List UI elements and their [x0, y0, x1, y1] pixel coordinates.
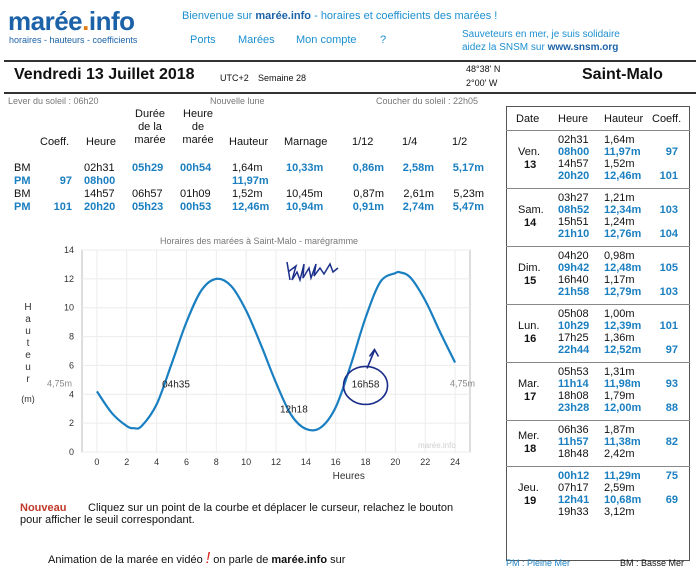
panel-day-name: Ven.	[518, 146, 541, 158]
panel-hauteur: 1,31m	[604, 366, 635, 378]
snsm-line2: aidez la SNSM sur	[462, 42, 545, 53]
utc-offset: UTC+2	[220, 73, 249, 83]
date-title: Vendredi 13 Juillet 2018	[14, 66, 195, 83]
panel-hauteur: 2,59m	[604, 482, 635, 494]
panel-day-number: 17	[524, 391, 537, 403]
tide-cell-marnage: 10,94m	[286, 201, 324, 213]
latitude: 48°38' N	[466, 64, 501, 74]
x-tick-label: 24	[450, 457, 461, 467]
col-hm-l2: de	[191, 121, 205, 133]
panel-day-number: 15	[524, 275, 537, 287]
y-axis-label-letter: a	[25, 314, 31, 325]
y-tick-label: 12	[63, 273, 74, 284]
tide-cell-marnage: 10,33m	[286, 162, 324, 174]
snsm-link[interactable]: www.snsm.org	[547, 42, 619, 53]
col-hm-l1: Heure	[183, 108, 213, 120]
panel-heure: 10h29	[558, 320, 590, 332]
logo-suffix: info	[88, 6, 135, 36]
snsm-line1: Sauveteurs en mer, je suis solidaire	[462, 29, 620, 40]
tide-cell-f14: 2,61m	[403, 188, 434, 200]
legend-pleine-mer: PM : Pleine Mer	[506, 558, 571, 568]
panel-heure: 19h33	[558, 506, 589, 518]
panel-day-number: 19	[524, 495, 537, 507]
panel-heure: 18h08	[558, 390, 589, 402]
nav-ports[interactable]: Ports	[190, 34, 216, 46]
x-tick-label: 2	[124, 457, 130, 467]
panel-day-name: Lun.	[518, 320, 540, 332]
tide-cell-heure: 14h57	[84, 188, 115, 200]
panel-heure: 05h08	[558, 308, 589, 320]
panel-hauteur: 1,52m	[604, 158, 635, 170]
logo-tagline: horaires - hauteurs - coefficients	[9, 35, 138, 45]
panel-hauteur: 1,64m	[604, 134, 635, 146]
y-axis-label-letter: u	[25, 362, 31, 373]
x-tick-label: 22	[420, 457, 431, 467]
col-duree-l3: marée	[134, 134, 166, 146]
y-axis-label-letter: t	[26, 338, 30, 349]
y-tick-label: 14	[63, 245, 74, 255]
panel-hauteur: 1,36m	[604, 332, 635, 344]
panel-hauteur: 10,68m	[604, 494, 642, 506]
tide-cell-heure_maree: 01h09	[180, 188, 211, 200]
longitude: 2°00' W	[466, 78, 498, 88]
nav-mon-compte[interactable]: Mon compte	[296, 34, 357, 46]
panel-hauteur: 11,29m	[604, 470, 641, 482]
panel-hauteur: 11,97m	[604, 146, 641, 158]
panel-day-name: Mer.	[518, 430, 540, 442]
x-tick-label: 6	[183, 457, 189, 467]
anim-brand: marée.info	[271, 554, 328, 566]
panel-coeff: 97	[665, 344, 678, 356]
col-1-12: 1/12	[352, 136, 374, 148]
tide-cell-heure: 20h20	[84, 201, 116, 213]
panel-day-number: 13	[524, 159, 537, 171]
x-tick-label: 12	[270, 457, 282, 467]
col-duree-l2: de la	[138, 121, 162, 133]
tide-cell-f14: 2,58m	[402, 162, 434, 174]
x-tick-label: 8	[213, 457, 219, 467]
y-axis-unit: (m)	[21, 394, 35, 404]
y-tick-label: 8	[68, 331, 74, 342]
panel-heure: 18h48	[558, 448, 589, 460]
y-tick-label: 2	[68, 418, 74, 429]
panel-coeff: 105	[659, 262, 678, 274]
panel-heure: 06h36	[558, 424, 589, 436]
panel-hauteur: 11,38m	[604, 436, 641, 448]
y-axis-label-letter: u	[25, 326, 31, 337]
panel-heure: 11h57	[558, 436, 589, 448]
panel-col-heure: Heure	[558, 113, 588, 125]
anim-post: sur	[330, 554, 346, 566]
tide-cell-f12: 0,91m	[352, 201, 384, 213]
panel-day-separator	[506, 362, 690, 363]
panel-coeff: 97	[665, 146, 678, 158]
panel-day-name: Mar.	[518, 378, 540, 390]
panel-heure: 02h31	[558, 134, 589, 146]
new-badge: Nouveau	[20, 502, 67, 514]
tide-cell-f12b: 5,47m	[452, 201, 484, 213]
panel-day-name: Dim.	[518, 262, 541, 274]
y-axis-label-letter: e	[25, 350, 31, 361]
tide-cell-duree: 06h57	[132, 188, 163, 200]
panel-coeff: 82	[665, 436, 678, 448]
panel-heure: 03h27	[558, 192, 589, 204]
panel-day-separator	[506, 466, 690, 467]
y-axis-label-letter: r	[26, 374, 30, 385]
panel-heure: 15h51	[558, 216, 589, 228]
tide-cell-heure: 08h00	[84, 175, 116, 187]
panel-hauteur: 12,39m	[604, 320, 642, 332]
panel-hauteur: 12,34m	[604, 204, 642, 216]
tide-cell-coeff: 97	[59, 175, 72, 187]
panel-coeff: 103	[659, 204, 678, 216]
panel-heure: 07h17	[558, 482, 589, 494]
tide-cell-type: BM	[14, 162, 31, 174]
panel-day-separator	[506, 188, 690, 189]
y-tick-label: 4	[68, 389, 74, 400]
panel-hauteur: 12,48m	[604, 262, 642, 274]
panel-col-date: Date	[516, 113, 540, 125]
panel-day-separator	[506, 420, 690, 421]
panel-coeff: 101	[659, 320, 678, 332]
sunrise: Lever du soleil : 06h20	[8, 96, 99, 106]
panel-hauteur: 1,00m	[604, 308, 635, 320]
logo-dot: .	[82, 6, 89, 36]
x-tick-label: 4	[154, 457, 160, 467]
panel-heure: 21h10	[558, 228, 590, 240]
panel-day-number: 18	[524, 443, 537, 455]
panel-heure: 17h25	[558, 332, 589, 344]
instruction-line1: Cliquez sur un point de la courbe et déplacer le curseur, relachez le bouton	[88, 502, 454, 514]
tide-cell-duree: 05h29	[132, 162, 164, 174]
panel-coeff: 88	[665, 402, 678, 414]
panel-hauteur: 12,79m	[604, 286, 642, 298]
anim-mid: on parle de	[213, 554, 269, 566]
instruction-line2: pour afficher le seuil correspondant.	[20, 514, 195, 526]
panel-day-number: 14	[524, 217, 537, 229]
tide-cell-type: BM	[14, 188, 31, 200]
y-axis-label-letter: H	[24, 302, 32, 313]
panel-coeff: 103	[659, 286, 678, 298]
panel-hauteur: 3,12m	[604, 506, 635, 518]
tide-cell-heure: 02h31	[84, 162, 115, 174]
tide-cell-hauteur: 1,52m	[232, 188, 263, 200]
panel-hauteur: 1,21m	[604, 192, 635, 204]
col-heure: Heure	[86, 136, 116, 148]
anim-excl: !	[205, 550, 211, 567]
panel-heure: 20h20	[558, 170, 590, 182]
tide-cell-f12: 0,86m	[352, 162, 384, 174]
tide-cell-duree: 05h23	[132, 201, 164, 213]
panel-coeff: 69	[665, 494, 678, 506]
tide-cell-hauteur: 12,46m	[232, 201, 270, 213]
panel-heure: 14h57	[558, 158, 589, 170]
panel-hauteur: 2,42m	[604, 448, 635, 460]
panel-day-separator	[506, 246, 690, 247]
logo-text: marée	[8, 6, 83, 36]
panel-hauteur: 12,76m	[604, 228, 642, 240]
tide-cell-f14: 2,74m	[402, 201, 434, 213]
panel-hauteur: 1,24m	[604, 216, 635, 228]
panel-heure: 00h12	[558, 470, 590, 482]
panel-coeff: 104	[659, 228, 678, 240]
col-hauteur: Hauteur	[229, 136, 269, 148]
tide-cell-hauteur: 11,97m	[232, 175, 269, 187]
tide-cell-type: PM	[14, 201, 31, 213]
tide-cell-heure_maree: 00h53	[180, 201, 212, 213]
tide-cell-type: PM	[14, 175, 31, 187]
welcome-post: - horaires et coefficients des marées !	[314, 10, 498, 22]
y-tick-label: 10	[63, 302, 74, 313]
x-tick-label: 16	[330, 457, 341, 467]
x-tick-label: 0	[94, 457, 100, 467]
col-1-2: 1/2	[452, 136, 468, 148]
panel-hauteur: 12,46m	[604, 170, 642, 182]
week-number: Semaine 28	[258, 73, 307, 83]
panel-day-name: Jeu.	[518, 482, 539, 494]
panel-heure: 12h41	[558, 494, 590, 506]
panel-heure: 16h40	[558, 274, 589, 286]
welcome-brand: marée.info	[255, 10, 312, 22]
col-hm-l3: marée	[182, 134, 214, 146]
time-annotation: 04h35	[162, 379, 190, 391]
time-annotation: 16h58	[351, 379, 380, 391]
threshold-left-label: 4,75m	[47, 378, 73, 389]
tide-cell-hauteur: 1,64m	[232, 162, 263, 174]
panel-col-hauteur: Hauteur	[604, 113, 644, 125]
panel-heure: 09h42	[558, 262, 590, 274]
video-link[interactable]	[48, 550, 345, 568]
panel-heure: 21h58	[558, 286, 590, 298]
nav-marees[interactable]: Marées	[238, 34, 275, 46]
x-tick-label: 14	[300, 457, 311, 467]
panel-day-separator	[506, 130, 690, 131]
city-name: Saint-Malo	[582, 66, 663, 83]
panel-hauteur: 1,17m	[604, 274, 635, 286]
panel-coeff: 75	[665, 470, 678, 482]
nav-help[interactable]: ?	[380, 34, 387, 46]
y-tick-label: 0	[68, 447, 74, 457]
panel-hauteur: 11,98m	[604, 378, 641, 390]
tide-cell-coeff: 101	[53, 201, 72, 213]
panel-heure: 23h28	[558, 402, 590, 414]
x-tick-label: 10	[241, 457, 252, 467]
panel-hauteur: 1,79m	[604, 390, 635, 402]
tide-cell-f12: 0,87m	[353, 188, 384, 200]
sunset: Coucher du soleil : 22h05	[376, 96, 479, 106]
moon-phase: Nouvelle lune	[210, 96, 265, 106]
tide-cell-f12b: 5,17m	[452, 162, 484, 174]
panel-heure: 22h44	[558, 344, 590, 356]
threshold-right-label: 4,75m	[450, 378, 476, 389]
tide-cell-f12b: 5,23m	[453, 188, 484, 200]
tide-cell-heure_maree: 00h54	[180, 162, 212, 174]
legend-basse-mer: BM : Basse Mer	[620, 558, 685, 568]
anim-pre: Animation de la marée en vidéo	[48, 554, 203, 566]
panel-hauteur: 12,52m	[604, 344, 642, 356]
panel-day-separator	[506, 304, 690, 305]
col-duree-l1: Durée	[135, 108, 165, 120]
panel-heure: 05h53	[558, 366, 589, 378]
panel-hauteur: 1,87m	[604, 424, 635, 436]
welcome-pre: Bienvenue sur	[182, 10, 253, 22]
panel-day-name: Sam.	[518, 204, 544, 216]
x-tick-label: 20	[390, 457, 401, 467]
col-coeff: Coeff.	[40, 136, 70, 148]
tide-cell-marnage: 10,45m	[286, 188, 323, 200]
panel-hauteur: 12,00m	[604, 402, 642, 414]
panel-heure: 08h00	[558, 146, 590, 158]
panel-heure: 04h20	[558, 250, 589, 262]
time-annotation: 12h18	[280, 404, 308, 416]
panel-coeff: 101	[659, 170, 678, 182]
panel-day-number: 16	[524, 333, 537, 345]
y-tick-label: 6	[68, 360, 74, 371]
chart-watermark: marée.info	[418, 441, 456, 450]
panel-coeff: 93	[665, 378, 678, 390]
x-tick-label: 18	[360, 457, 371, 467]
col-1-4: 1/4	[402, 136, 418, 148]
panel-heure: 08h52	[558, 204, 590, 216]
panel-col-coeff: Coeff.	[652, 113, 682, 125]
panel-hauteur: 0,98m	[604, 250, 635, 262]
chart-title: Horaires des marées à Saint-Malo - marégramme	[160, 236, 359, 246]
panel-heure: 11h14	[558, 378, 589, 390]
col-marnage: Marnage	[284, 136, 328, 148]
x-axis-label: Heures	[332, 471, 365, 482]
